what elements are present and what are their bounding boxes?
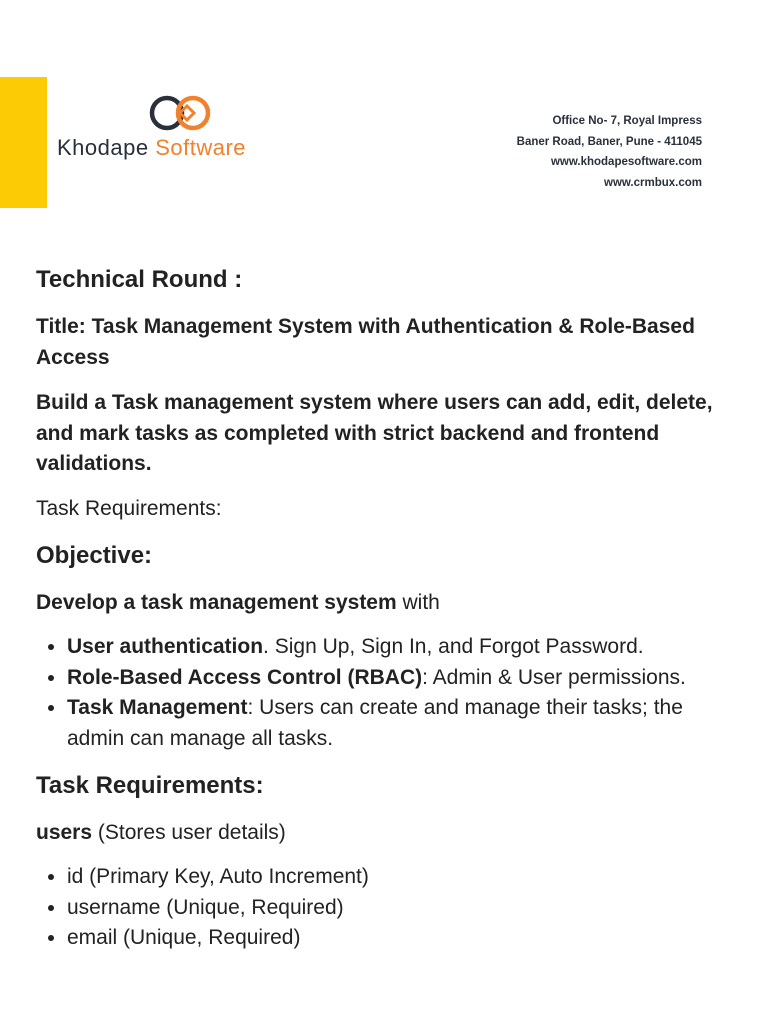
list-item <box>67 632 726 663</box>
list-item-text: . Sign Up, Sign In, and Forgot Password. <box>263 635 644 659</box>
list-item-bold: Task Management <box>67 696 248 720</box>
task-requirements-heading: Task Requirements: <box>36 771 264 799</box>
list-item-bold: User authentication <box>67 635 264 659</box>
list-item <box>67 693 726 754</box>
objective-bold: Develop a task management system <box>36 590 397 614</box>
list-item <box>67 663 726 694</box>
logo-mark-icon <box>147 92 217 134</box>
objective-paragraph <box>36 588 726 619</box>
doc-title: Title: Task Management System with Authentication & Role-Based Access <box>36 315 695 369</box>
list-item-text: : Users can create and manage their tasks; the admin can manage all tasks. <box>67 696 683 750</box>
users-rest: (Stores user details) <box>92 820 286 844</box>
office-address <box>517 111 702 194</box>
users-table-paragraph <box>36 818 726 849</box>
company-logo <box>57 92 327 162</box>
users-fields-list <box>36 862 726 954</box>
website-link[interactable]: www.crmbux.com <box>604 177 702 190</box>
list-item-text: : Admin & User permissions. <box>422 665 686 689</box>
accent-bar <box>0 77 47 208</box>
website-link[interactable]: www.khodapesoftware.com <box>550 156 702 169</box>
list-item-bold: Role-Based Access Control (RBAC) <box>67 665 423 689</box>
objective-rest: with <box>396 590 440 614</box>
objective-list <box>36 632 726 754</box>
document-body <box>36 262 726 954</box>
list-item: • id (Primary Key, Auto Increment) <box>67 862 726 893</box>
users-bold: users <box>36 820 93 844</box>
address-line: Baner Road, Baner, Pune - 411045 <box>516 135 702 148</box>
address-line: Office No- 7, Royal Impress <box>552 115 702 127</box>
technical-round-heading: Technical Round : <box>36 266 243 293</box>
logo-word-software: Software <box>155 135 247 160</box>
list-item: • email (Unique, Required) <box>67 923 726 954</box>
list-item: • username (Unique, Required) <box>67 893 726 924</box>
objective-heading: Objective: <box>36 541 153 569</box>
logo-word-khodape: Khodape <box>57 135 149 160</box>
logo-wordmark <box>57 135 246 161</box>
intro-paragraph: Build a Task management system where users can add, edit, delete, and mark tasks as completed with strict backend and frontend validations. <box>36 391 713 476</box>
task-requirements-label: Task Requirements: <box>36 496 222 520</box>
